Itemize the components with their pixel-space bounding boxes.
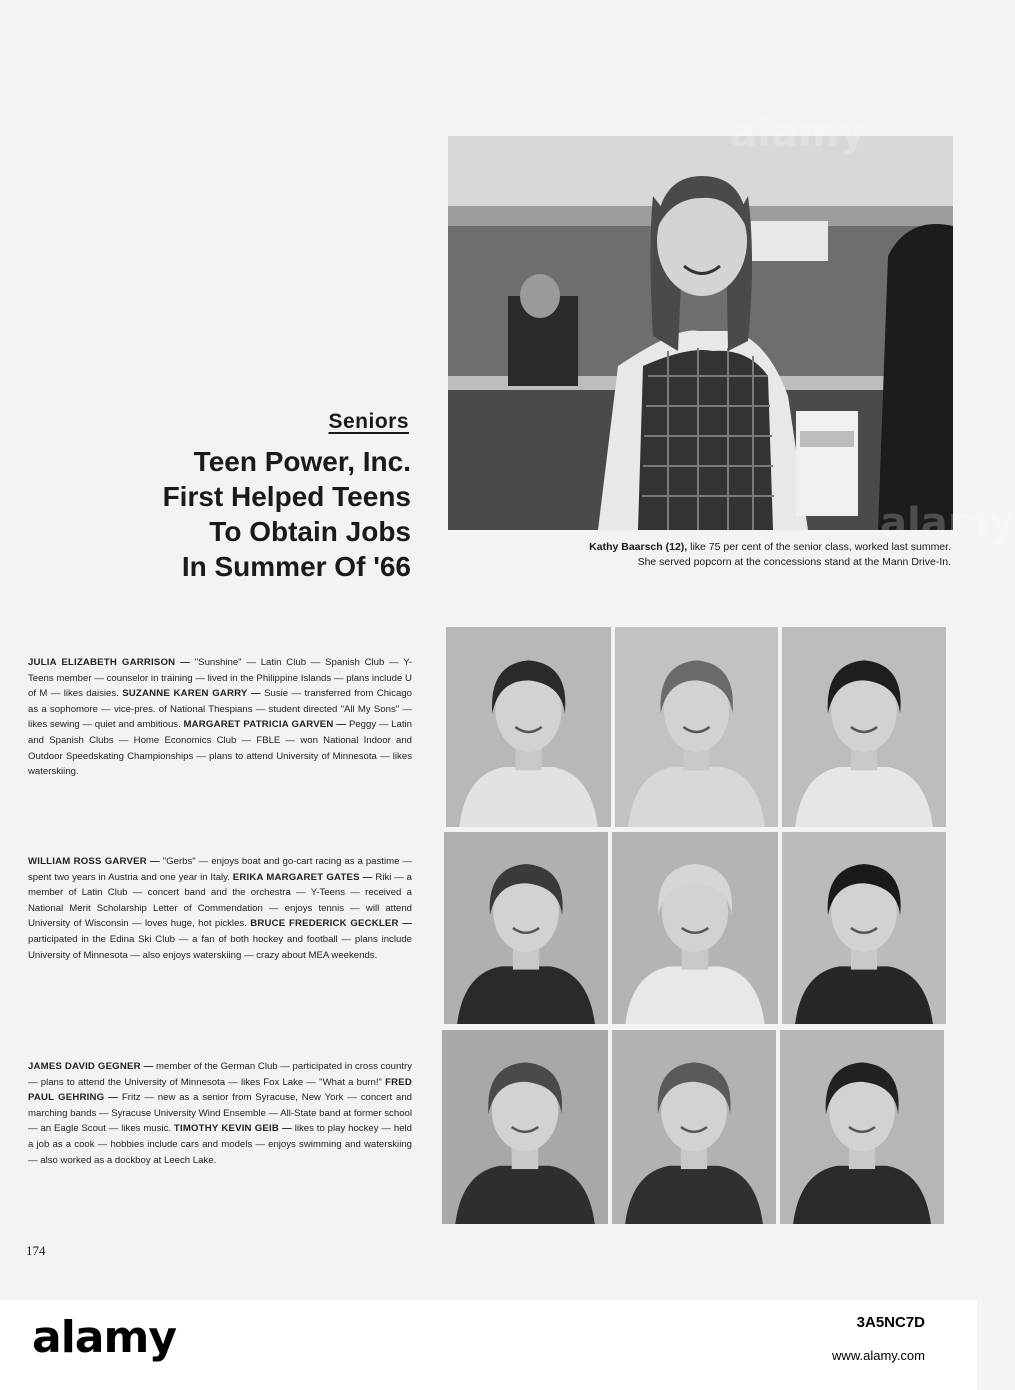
- portrait-margaret-garven: [782, 627, 946, 827]
- portrait-image: [612, 832, 778, 1024]
- bio-block-1: [28, 655, 412, 780]
- bio-text: member of the German Club — participated in cross country — plans to attend the University of Minnesota — likes Fox Lake — "What a burn!": [28, 1061, 412, 1088]
- bio-name: JAMES DAVID GEGNER —: [28, 1061, 154, 1072]
- bio-name: FRED PAUL GEHRING —: [28, 1076, 412, 1104]
- portrait-fred-gehring: [612, 1030, 776, 1224]
- bio-text: "Gerbs" — enjoys boat and go-cart racing as a pastime — spent two years in Austria and one year in Italy.: [28, 856, 412, 883]
- bio-name: MARGARET PATRICIA GARVEN —: [183, 719, 347, 731]
- headline: [0, 444, 411, 584]
- portrait-erika-gates: [612, 832, 778, 1024]
- portrait-image: [446, 627, 611, 827]
- portrait-image: [442, 1030, 608, 1224]
- bio-name: WILLIAM ROSS GARVER —: [28, 856, 160, 867]
- bio-text: likes to play hockey — held a job as a cook — hobbies include cars and models — enjoys swimming and waterskiing — also worked as a dockboy at Leech Lake.: [28, 1123, 412, 1166]
- headline-line-4: In Summer Of '66: [181, 551, 411, 582]
- portrait-image: [782, 832, 946, 1024]
- caption-text-1: like 75 per cent of the senior class, worked last summer.: [687, 541, 951, 553]
- portrait-julia-garrison: [446, 627, 611, 827]
- bio-name: BRUCE FREDERICK GECKLER —: [250, 918, 413, 930]
- portrait-suzanne-garry: [615, 627, 778, 827]
- caption-name: Kathy Baarsch (12),: [589, 541, 688, 553]
- bio-text: "Sunshine" — Latin Club — Spanish Club — Y-Teens member — counselor in training — lived in the Philippine Islands — plans include U of M — likes daisies.: [28, 657, 412, 700]
- watermark-bar: [0, 1300, 977, 1390]
- bio-name: ERIKA MARGARET GATES —: [232, 871, 373, 883]
- caption-text-2: She served popcorn at the concessions stand at the Mann Drive-In.: [637, 556, 951, 568]
- portrait-james-gegner: [442, 1030, 608, 1224]
- bio-text: Susie — transferred from Chicago as a sophomore — vice-pres. of National Thespians — student directed "All My Sons" — likes sewing — quiet and ambitious.: [28, 688, 412, 731]
- bio-name: SUZANNE KAREN GARRY —: [122, 688, 261, 700]
- bio-text: Fritz — new as a senior from Syracuse, New York — concert and marching bands — Syracuse University Wind Ensemble — All-State band at former school — an Eagle Scout — likes music.: [28, 1092, 412, 1135]
- portrait-image: [782, 627, 946, 827]
- feature-photo: [448, 136, 953, 530]
- portrait-image: [780, 1030, 944, 1224]
- bio-text: Riki — a member of Latin Club — concert band and the orchestra — Y-Teens — received a National Merit Scholarship Letter of Commendation — enjoys tennis — will attend University of Wisconsin — loves huge, hot pickles.: [28, 871, 413, 930]
- headline-line-1: Teen Power, Inc.: [193, 446, 411, 477]
- portrait-timothy-geib: [780, 1030, 944, 1224]
- portrait-image: [615, 627, 778, 827]
- watermark-logo: alamy: [32, 1312, 176, 1363]
- bio-block-3: [28, 1059, 412, 1168]
- watermark-ghost: alamy: [730, 110, 866, 156]
- feature-photo-caption: [446, 540, 951, 570]
- portrait-image: [444, 832, 608, 1024]
- page-number: 174: [26, 1243, 46, 1258]
- section-label: Seniors: [328, 410, 409, 433]
- bio-block-2: [28, 854, 412, 963]
- portrait-image: [612, 1030, 776, 1224]
- headline-line-3: To Obtain Jobs: [209, 516, 411, 547]
- portrait-william-garver: [444, 832, 608, 1024]
- watermark-ghost: alamy: [880, 500, 1015, 546]
- bio-name: TIMOTHY KEVIN GEIB —: [173, 1123, 292, 1135]
- headline-line-2: First Helped Teens: [162, 481, 411, 512]
- feature-photo-image: [448, 136, 953, 530]
- image-code: 3A5NC7D: [856, 1314, 925, 1331]
- watermark-url: www.alamy.com: [832, 1348, 925, 1363]
- portrait-bruce-geckler: [782, 832, 946, 1024]
- bio-text: participated in the Edina Ski Club — a fan of both hockey and football — plans include University of Minnesota — also enjoys waterskiing — crazy about MEA weekends.: [28, 933, 412, 961]
- bio-name: JULIA ELIZABETH GARRISON —: [28, 657, 190, 668]
- bio-text: Peggy — Latin and Spanish Clubs — Home Economics Club — FBLE — won National Indoor and Outdoor Speedskating Championships — plans to attend University of Minnesota — likes waterskiing.: [28, 719, 412, 778]
